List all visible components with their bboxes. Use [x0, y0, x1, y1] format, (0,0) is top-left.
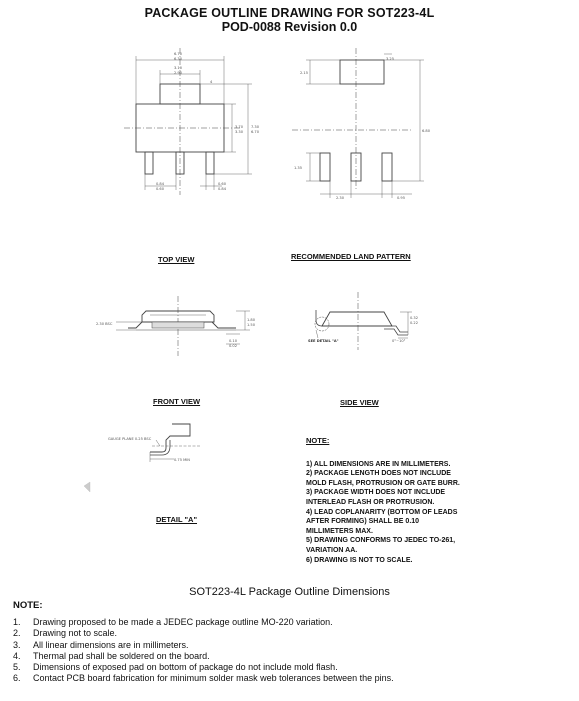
drawing-note-line: VARIATION AA.: [306, 546, 358, 554]
note-item: [13, 640, 394, 651]
figure-caption: SOT223-4L Package Outline Dimensions: [189, 586, 390, 598]
note-text: Drawing proposed to be made a JEDEC package outline MO-220 variation.: [33, 617, 333, 627]
dim-tab-width-a: 3.10: [174, 66, 183, 70]
note-item: [13, 617, 394, 628]
front-dim-pitch: 2.30 BSC: [96, 322, 113, 326]
land-dim-pitch: 2.30: [336, 196, 345, 200]
note-text: Thermal pad shall be soldered on the board.: [33, 650, 210, 661]
land-dim-top: 3.25: [386, 57, 395, 61]
drawing-subtitle: POD-0088 Revision 0.0: [221, 20, 358, 34]
front-dim-h-a: 1.80: [247, 318, 256, 322]
land-pattern-label: RECOMMENDED LAND PATTERN: [291, 252, 411, 261]
drawing-note-line: 2) PACKAGE LENGTH DOES NOT INCLUDE: [306, 470, 451, 478]
note-item: [13, 662, 394, 673]
drawing-note-line: MILLIMETERS MAX.: [306, 527, 373, 535]
note-number: 5.: [13, 662, 21, 673]
drawing-note-line: 4) LEAD COPLANARITY (BOTTOM OF LEADS: [306, 508, 458, 516]
note-text: Dimensions of exposed pad on bottom of package do not include mold flash.: [33, 662, 338, 673]
side-dim-a: 0.32: [410, 316, 419, 320]
land-pattern-drawing: [292, 48, 424, 198]
drawing-note-line: INTERLEAD FLASH OR PROTRUSION.: [306, 498, 435, 506]
drawing-note-line: 1) ALL DIMENSIONS ARE IN MILLIMETERS.: [306, 460, 451, 468]
note-number: 6.: [13, 673, 21, 684]
drawing-title: PACKAGE OUTLINE DRAWING FOR SOT223-4L: [144, 6, 435, 20]
dim-top-width-a: 6.70: [174, 52, 183, 56]
see-detail-label: SEE DETAIL "A": [308, 339, 339, 343]
note-number: 1.: [13, 617, 21, 627]
drawing-note-line: 3) PACKAGE WIDTH DOES NOT INCLUDE: [306, 489, 446, 497]
note-item: [13, 673, 394, 684]
detail-a-label: DETAIL "A": [156, 515, 198, 524]
dim-pin-width-a: 0.84: [156, 182, 165, 186]
dim-body-height-b: 3.30: [235, 130, 244, 134]
dim-body-height-a: 3.70: [235, 125, 244, 129]
side-view-label: SIDE VIEW: [340, 398, 379, 407]
front-dim-off-b: 0.02: [229, 344, 238, 348]
land-dim-pin: 1.35: [294, 166, 303, 170]
land-dim-pad: 2.15: [300, 71, 309, 75]
land-dim-height: 6.80: [422, 129, 431, 133]
notes-list: [13, 617, 394, 685]
dim-pitch-b: 0.84: [218, 187, 227, 191]
drawing-notes: [306, 436, 506, 565]
dim-top-width-b: 6.30: [174, 57, 183, 61]
notes-title: NOTE:: [13, 600, 43, 611]
top-view-label: TOP VIEW: [158, 255, 195, 264]
note-number: 3.: [13, 639, 21, 650]
drawing-note-line: MOLD FLASH, PROTRUSION OR GATE BURR.: [306, 479, 460, 487]
land-dim-gap: 0.95: [397, 196, 406, 200]
detail-dim-gauge: GAUGE PLANE 0.25 BSC: [108, 437, 152, 441]
note-text: Contact PCB board fabrication for minimum solder mask web tolerances between the pins.: [33, 673, 394, 684]
note-text: All linear dimensions are in millimeters.: [33, 639, 189, 650]
note-item: [13, 628, 394, 639]
side-dim-b: 0.22: [410, 321, 419, 325]
drawing-note-line: 5) DRAWING CONFORMS TO JEDEC TO-261,: [306, 537, 456, 545]
front-view-label: FRONT VIEW: [153, 397, 201, 406]
dim-pin-label: 4: [210, 80, 213, 84]
top-view-drawing: [124, 48, 252, 195]
note-item: [13, 651, 394, 662]
dim-tab-width-b: 2.90: [174, 71, 183, 75]
note-number: 2.: [13, 628, 21, 639]
dim-overall-b: 6.70: [251, 130, 260, 134]
drawing-note-line: 6) DRAWING IS NOT TO SCALE.: [306, 556, 413, 564]
note-number: 4.: [13, 650, 21, 661]
note-text: Drawing not to scale.: [33, 628, 118, 639]
drawing-note-line: AFTER FORMING) SHALL BE 0.10: [306, 518, 420, 526]
dim-pin-width-b: 0.60: [156, 187, 165, 191]
drawing-notes-title: NOTE:: [306, 436, 330, 445]
detail-dim-len: 0.75 MIN: [174, 458, 190, 462]
front-dim-off-a: 0.10: [229, 339, 238, 343]
dim-pitch-a: 0.60: [218, 182, 227, 186]
side-dim-angle: 0°~10°: [392, 339, 406, 343]
front-dim-h-b: 1.50: [247, 323, 256, 327]
dim-overall-a: 7.30: [251, 125, 260, 129]
